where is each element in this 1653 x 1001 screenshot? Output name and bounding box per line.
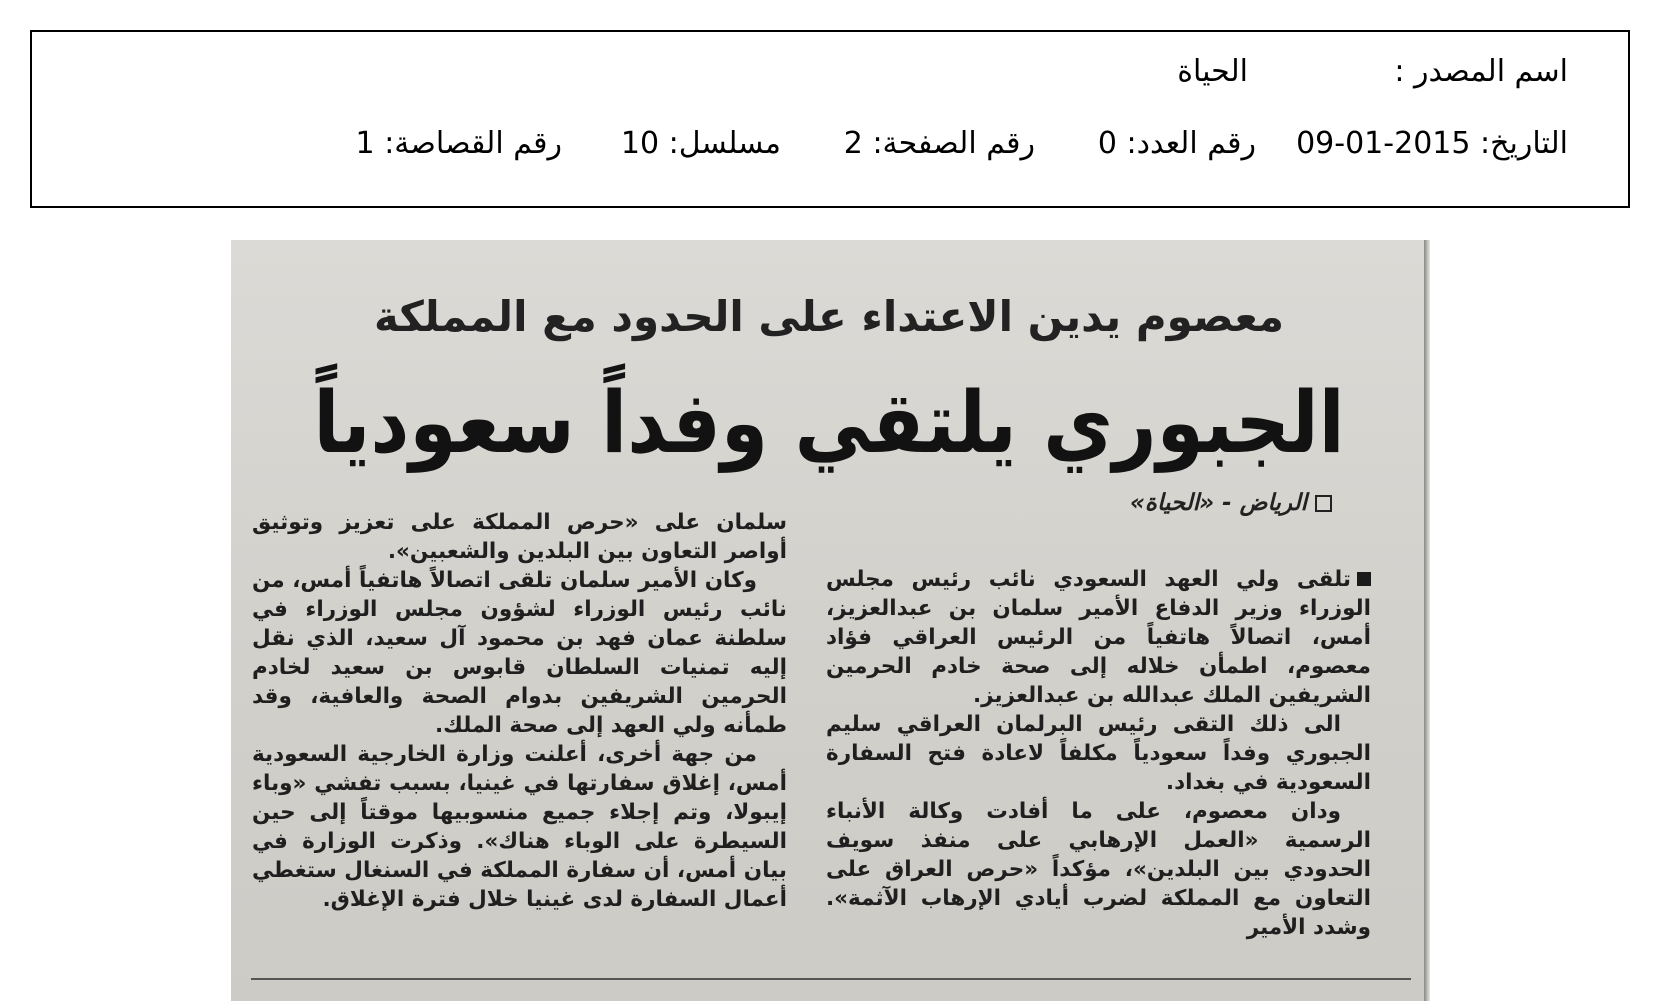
byline-text: الرياض - «الحياة»	[1129, 490, 1307, 516]
clip-label: رقم القصاصة:	[384, 126, 562, 161]
issue-value: 0	[1097, 126, 1117, 161]
article-kicker: معصوم يدين الاعتداء على الحدود مع المملكة	[373, 292, 1285, 341]
article-column-left	[252, 508, 787, 914]
date-label: التاريخ:	[1480, 126, 1568, 161]
article-byline	[1130, 490, 1332, 516]
page-field	[844, 126, 1035, 161]
black-square-bullet-icon	[1357, 572, 1371, 586]
source-label: اسم المصدر :	[1394, 54, 1568, 89]
clip-field	[356, 126, 562, 161]
date-value: 2015-01-09	[1296, 126, 1471, 161]
clip-edge-shadow	[1424, 240, 1430, 1001]
bottom-rule	[251, 978, 1411, 980]
issue-field	[1098, 126, 1256, 161]
serial-field	[621, 126, 781, 161]
article-column-right	[826, 565, 1371, 942]
page-label: رقم الصفحة:	[872, 126, 1035, 161]
newspaper-clipping	[231, 240, 1427, 1001]
serial-value: 10	[620, 126, 660, 161]
page-value: 2	[843, 126, 863, 161]
source-field	[1394, 54, 1568, 89]
date-field	[1296, 126, 1568, 161]
paragraph-text: تلقى ولي العهد السعودي نائب رئيس مجلس الوزراء وزير الدفاع الأمير سلمان بن عبدالعزيز، أمس، اتصالاً هاتفياً من الرئيس العراقي فؤاد معصوم، اطمأن خلاله إلى صحة خادم الحرمين الشريفين الملك عبدالله بن عبدالعزيز.	[826, 567, 1371, 708]
paragraph: الى ذلك التقى رئيس البرلمان العراقي سليم الجبوري وفداً سعودياً مكلفاً لاعادة فتح السفارة السعودية في بغداد.	[826, 712, 1371, 795]
metadata-box	[30, 30, 1630, 208]
clip-value: 1	[355, 126, 375, 161]
issue-label: رقم العدد:	[1126, 126, 1256, 161]
article-headline: الجبوري يلتقي وفداً سعودياً	[313, 372, 1345, 473]
paragraph: وكان الأمير سلمان تلقى اتصالاً هاتفياً أمس، من نائب رئيس الوزراء لشؤون مجلس الوزراء في سلطنة عمان فهد بن محمود آل سعيد، الذي نقل إليه تمنيات السلطان قابوس بن سعيد لخادم الحرمين الشريفين بدوام الصحة والعافية، وقد طمأنه ولي العهد إلى صحة الملك.	[252, 568, 787, 738]
paragraph: سلمان على «حرص المملكة على تعزيز وتوثيق أواصر التعاون بين البلدين والشعبين».	[252, 510, 787, 564]
paragraph: ودان معصوم، على ما أفادت وكالة الأنباء الرسمية «العمل الإرهابي على منفذ سويف الحدودي بين البلدين»، مؤكداً «حرص العراق على التعاون مع المملكة لضرب أيادي الإرهاب الآثمة». وشدد الأمير	[826, 799, 1371, 940]
square-outline-icon	[1315, 495, 1332, 512]
serial-label: مسلسل:	[668, 126, 781, 161]
source-value: الحياة	[1177, 54, 1248, 89]
paragraph	[826, 565, 1371, 710]
paragraph: من جهة أخرى، أعلنت وزارة الخارجية السعودية أمس، إغلاق سفارتها في غينيا، بسبب تفشي «وباء إيبولا، وتم إجلاء جميع منسوبيها موقتاً إلى حين السيطرة على الوباء هناك». وذكرت الوزارة في بيان أمس، أن سفارة المملكة في السنغال ستغطي أعمال السفارة لدى غينيا خلال فترة الإغلاق.	[252, 742, 787, 912]
